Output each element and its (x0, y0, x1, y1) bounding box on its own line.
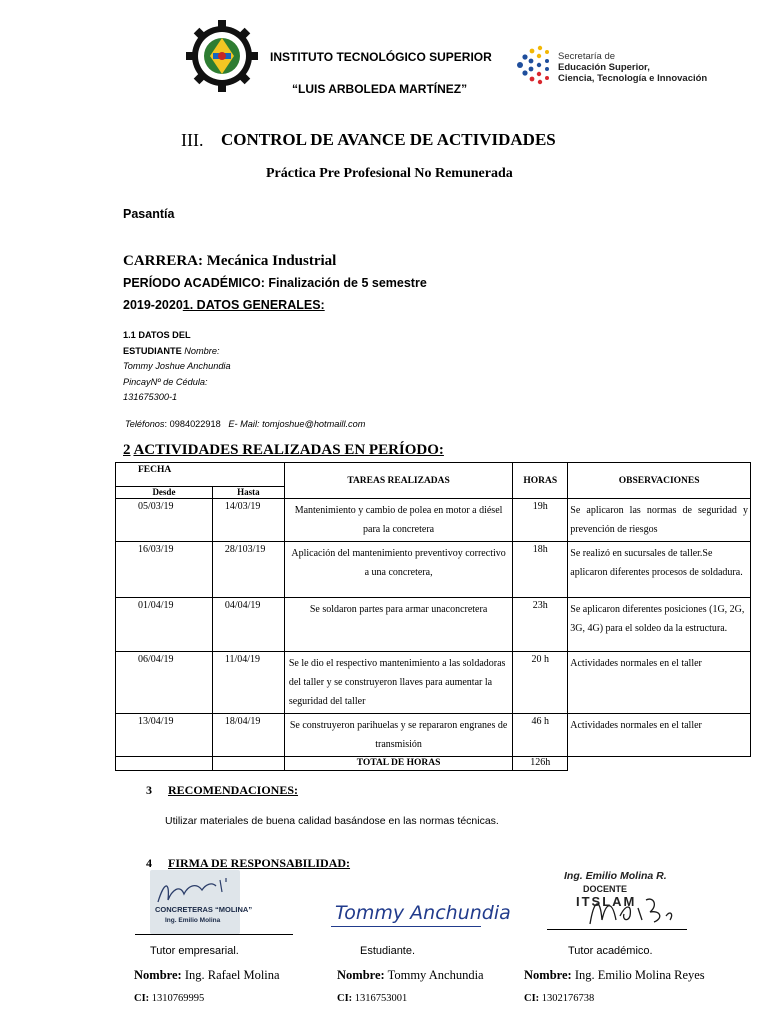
carrera-line: CARRERA: Mecánica Industrial (123, 253, 337, 269)
phones-value: 0984022918 (169, 419, 221, 429)
role-academico: Tutor académico. (568, 945, 653, 957)
row-horas: 46 h (513, 714, 568, 757)
table-header-row (116, 463, 751, 487)
row-tarea: Aplicación del mantenimiento preventivoy correctivo a una concretera, (284, 542, 513, 598)
institute-logo (186, 20, 258, 92)
student-data (123, 328, 231, 406)
table-row (116, 598, 751, 652)
table-row (116, 542, 751, 598)
row-observaciones: Se realizó en sucursales de taller.Se aplicaron diferentes procesos de soldadura. (568, 542, 751, 598)
stamp-engineer-name: Ing. Emilio Molina (165, 917, 221, 924)
section4-title: FIRMA DE RESPONSABILIDAD: (168, 856, 351, 870)
section3-title: RECOMENDACIONES: (168, 783, 299, 797)
header-desde: Desde (116, 487, 213, 499)
table-row (116, 652, 751, 714)
row-horas: 18h (513, 542, 568, 598)
periodo-line: PERÍODO ACADÉMICO: Finalización de 5 semestre (123, 276, 427, 290)
ci-academico (524, 993, 594, 1004)
secretaria-line2: Educación Superior, (558, 62, 650, 73)
page-title: CONTROL DE AVANCE DE ACTIVIDADES (221, 130, 556, 149)
row-hasta: 04/04/19 (212, 598, 284, 652)
name-estudiante-value: Tommy Anchundia (387, 968, 484, 982)
ci-label: CI: (134, 993, 150, 1004)
header-horas: HORAS (513, 463, 568, 499)
academic-signature-scribble (580, 886, 680, 935)
section-roman-numeral: III. (181, 130, 204, 150)
row-desde: 13/04/19 (116, 714, 213, 757)
ci-academico-value: 1302176738 (541, 993, 595, 1004)
student-signature: Tommy Anchundia (335, 902, 511, 924)
section2-number: 2 (123, 442, 131, 458)
nombre-label: Nombre: (337, 968, 385, 982)
header-fecha: FECHA (116, 463, 285, 487)
student-heading-2: ESTUDIANTE (123, 345, 182, 356)
total-empty-desde (116, 757, 213, 771)
section2-title: ACTIVIDADES REALIZADAS EN PERÍODO: (133, 442, 444, 458)
secretaria-label (558, 51, 707, 84)
company-stamp (150, 870, 240, 934)
ci-label: CI: (337, 993, 353, 1004)
row-observaciones: Actividades normales en el taller (568, 652, 751, 714)
activities-table (115, 462, 751, 771)
section1-title: 1. DATOS GENERALES: (182, 298, 325, 312)
total-value: 126h (513, 757, 568, 771)
name-estudiante (337, 968, 484, 983)
total-label: TOTAL DE HORAS (284, 757, 513, 771)
row-tarea: Mantenimiento y cambio de polea en motor a diésel para la concretera (284, 499, 513, 542)
institute-subname: “LUIS ARBOLEDA MARTÍNEZ” (292, 82, 468, 96)
academic-stamp-institution: ITSLAM (576, 894, 637, 909)
stamp-company-name: CONCRETERAS “MOLINA” (155, 905, 253, 914)
signature-line-empresarial (135, 934, 293, 935)
student-signature-underline (331, 926, 481, 927)
row-tarea: Se le dio el respectivo mantenimiento a las soldadoras del taller y se construyeron llaves para aumentar la seguridad del taller (284, 652, 513, 714)
row-desde: 01/04/19 (116, 598, 213, 652)
ci-empresarial-value: 1310769995 (151, 993, 205, 1004)
row-horas: 23h (513, 598, 568, 652)
table-row (116, 714, 751, 757)
ci-estudiante-value: 1316753001 (354, 993, 408, 1004)
row-hasta: 28/103/19 (212, 542, 284, 598)
signature-line-academico (547, 929, 687, 930)
row-horas: 20 h (513, 652, 568, 714)
row-horas: 19h (513, 499, 568, 542)
row-desde: 06/04/19 (116, 652, 213, 714)
total-row (116, 757, 751, 771)
cedula-value: 131675300-1 (123, 392, 178, 402)
row-hasta: 18/04/19 (212, 714, 284, 757)
row-tarea: Se soldaron partes para armar unaconcretera (284, 598, 513, 652)
page-subtitle: Práctica Pre Profesional No Remunerada (266, 166, 513, 181)
name-empresarial (134, 968, 280, 983)
ci-label: CI: (524, 993, 540, 1004)
row-tarea: Se construyeron parihuelas y se repararon engranes de transmisión (284, 714, 513, 757)
row-hasta: 11/04/19 (212, 652, 284, 714)
header-observaciones: OBSERVACIONES (568, 463, 751, 499)
section4-number: 4 (146, 856, 152, 870)
email-value: tomjoshue@hotmaill.com (262, 419, 366, 429)
row-hasta: 14/03/19 (212, 499, 284, 542)
secretaria-line1: Secretaría de (558, 51, 616, 62)
total-empty-hasta (212, 757, 284, 771)
ci-empresarial (134, 993, 204, 1004)
academic-stamp-role: DOCENTE (583, 884, 628, 894)
role-estudiante: Estudiante. (360, 945, 416, 957)
header-hasta: Hasta (212, 487, 284, 499)
student-name: Tommy Joshue Anchundia (123, 361, 231, 371)
student-heading-1: 1.1 DATOS DEL (123, 330, 191, 340)
section3-number: 3 (146, 783, 152, 797)
row-observaciones: Actividades normales en el taller (568, 714, 751, 757)
nombre-label: Nombre: (134, 968, 182, 982)
row-observaciones: Se aplicaron las normas de seguridad y prevención de riesgos (568, 499, 751, 542)
years-line (123, 298, 325, 312)
name-academico (524, 968, 705, 983)
row-desde: 16/03/19 (116, 542, 213, 598)
cedula-label: PincayNº de Cédula: (123, 376, 208, 387)
secretaria-line3: Ciencia, Tecnología e Innovación (558, 73, 708, 84)
row-desde: 05/03/19 (116, 499, 213, 542)
nombre-label: Nombre: (184, 345, 220, 356)
institute-name: INSTITUTO TECNOLÓGICO SUPERIOR (270, 50, 492, 64)
section2-heading (123, 442, 444, 459)
ci-estudiante (337, 993, 407, 1004)
row-observaciones: Se aplicaron diferentes posiciones (1G, 2G, 3G, 4G) para el soldeo da la estructura. (568, 598, 751, 652)
nombre-label: Nombre: (524, 968, 572, 982)
header-tareas: TAREAS REALIZADAS (284, 463, 513, 499)
senescyt-logo (514, 44, 554, 86)
contact-line: Teléfonos: 0984022918 E- Mail: tomjoshue@hotmaill.com (125, 419, 366, 429)
academic-stamp-name: Ing. Emilio Molina R. (564, 870, 667, 882)
academic-years: 2019-2020 (123, 298, 183, 312)
pasantia-label: Pasantía (123, 207, 175, 221)
role-empresarial: Tutor empresarial. (150, 945, 239, 957)
name-empresarial-value: Ing. Rafael Molina (184, 968, 280, 982)
total-empty-obs (568, 757, 751, 771)
recommendation-text: Utilizar materiales de buena calidad basándose en las normas técnicas. (165, 815, 499, 827)
email-label: E- Mail: (228, 419, 260, 429)
name-academico-value: Ing. Emilio Molina Reyes (574, 968, 705, 982)
table-row (116, 499, 751, 542)
phones-label: Teléfonos (125, 419, 165, 429)
